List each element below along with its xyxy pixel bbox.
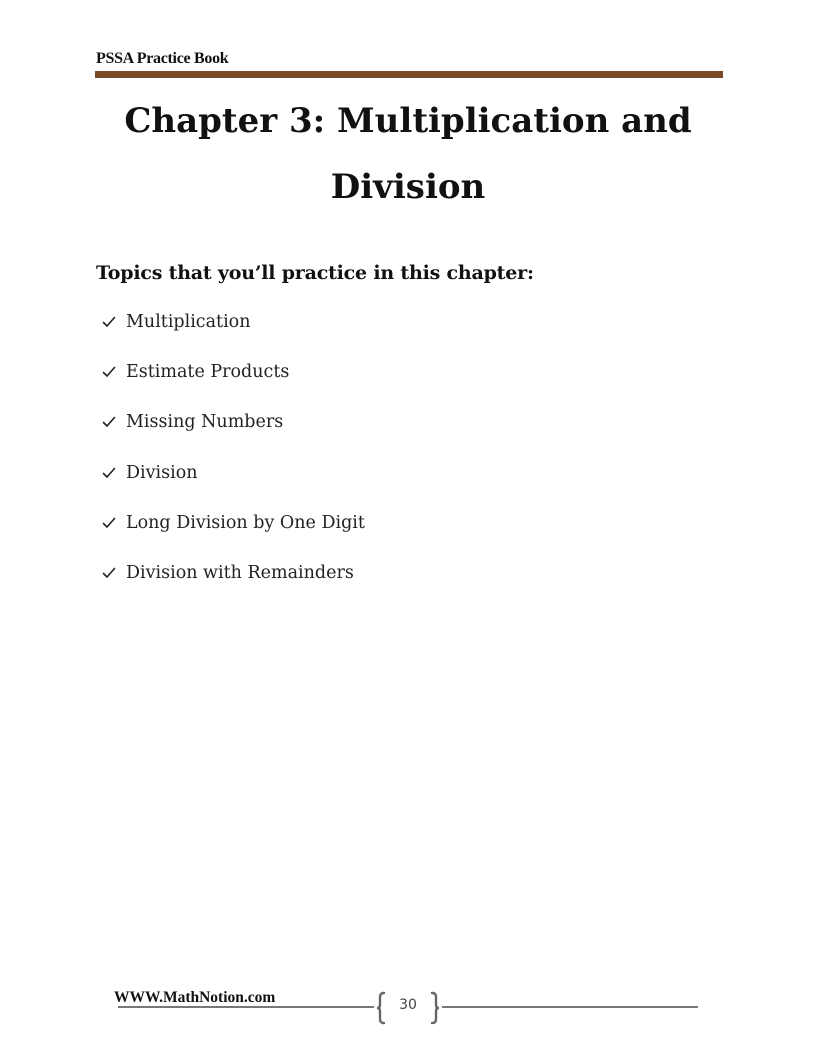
page-number: 30	[399, 997, 417, 1013]
topic-label: Multiplication	[126, 312, 251, 333]
topic-label: Long Division by One Digit	[126, 512, 365, 533]
check-icon	[102, 566, 116, 580]
topic-label: Estimate Products	[126, 362, 290, 383]
footer-website: WWW.MathNotion.com	[114, 989, 276, 1006]
topic-list	[102, 306, 365, 607]
topic-label: Division	[126, 462, 198, 483]
list-item	[102, 457, 365, 507]
list-item	[102, 557, 365, 607]
check-icon	[102, 415, 116, 429]
right-bracket-icon	[430, 991, 440, 1025]
topic-label: Division with Remainders	[126, 563, 354, 584]
check-icon	[102, 516, 116, 530]
chapter-title: Chapter 3: Multiplication and Division	[124, 101, 692, 207]
footer-rule-left	[118, 1006, 374, 1008]
footer-rule-right	[442, 1006, 698, 1008]
check-icon	[102, 466, 116, 480]
check-icon	[102, 365, 116, 379]
running-header: PSSA Practice Book	[96, 50, 229, 67]
topic-label: Missing Numbers	[126, 412, 284, 433]
left-bracket-icon	[376, 991, 386, 1025]
topics-heading: Topics that you’ll practice in this chapter:	[96, 262, 534, 284]
check-icon	[102, 315, 116, 329]
header-rule	[95, 71, 723, 78]
list-item	[102, 306, 365, 356]
list-item	[102, 507, 365, 557]
list-item	[102, 356, 365, 406]
list-item	[102, 406, 365, 456]
